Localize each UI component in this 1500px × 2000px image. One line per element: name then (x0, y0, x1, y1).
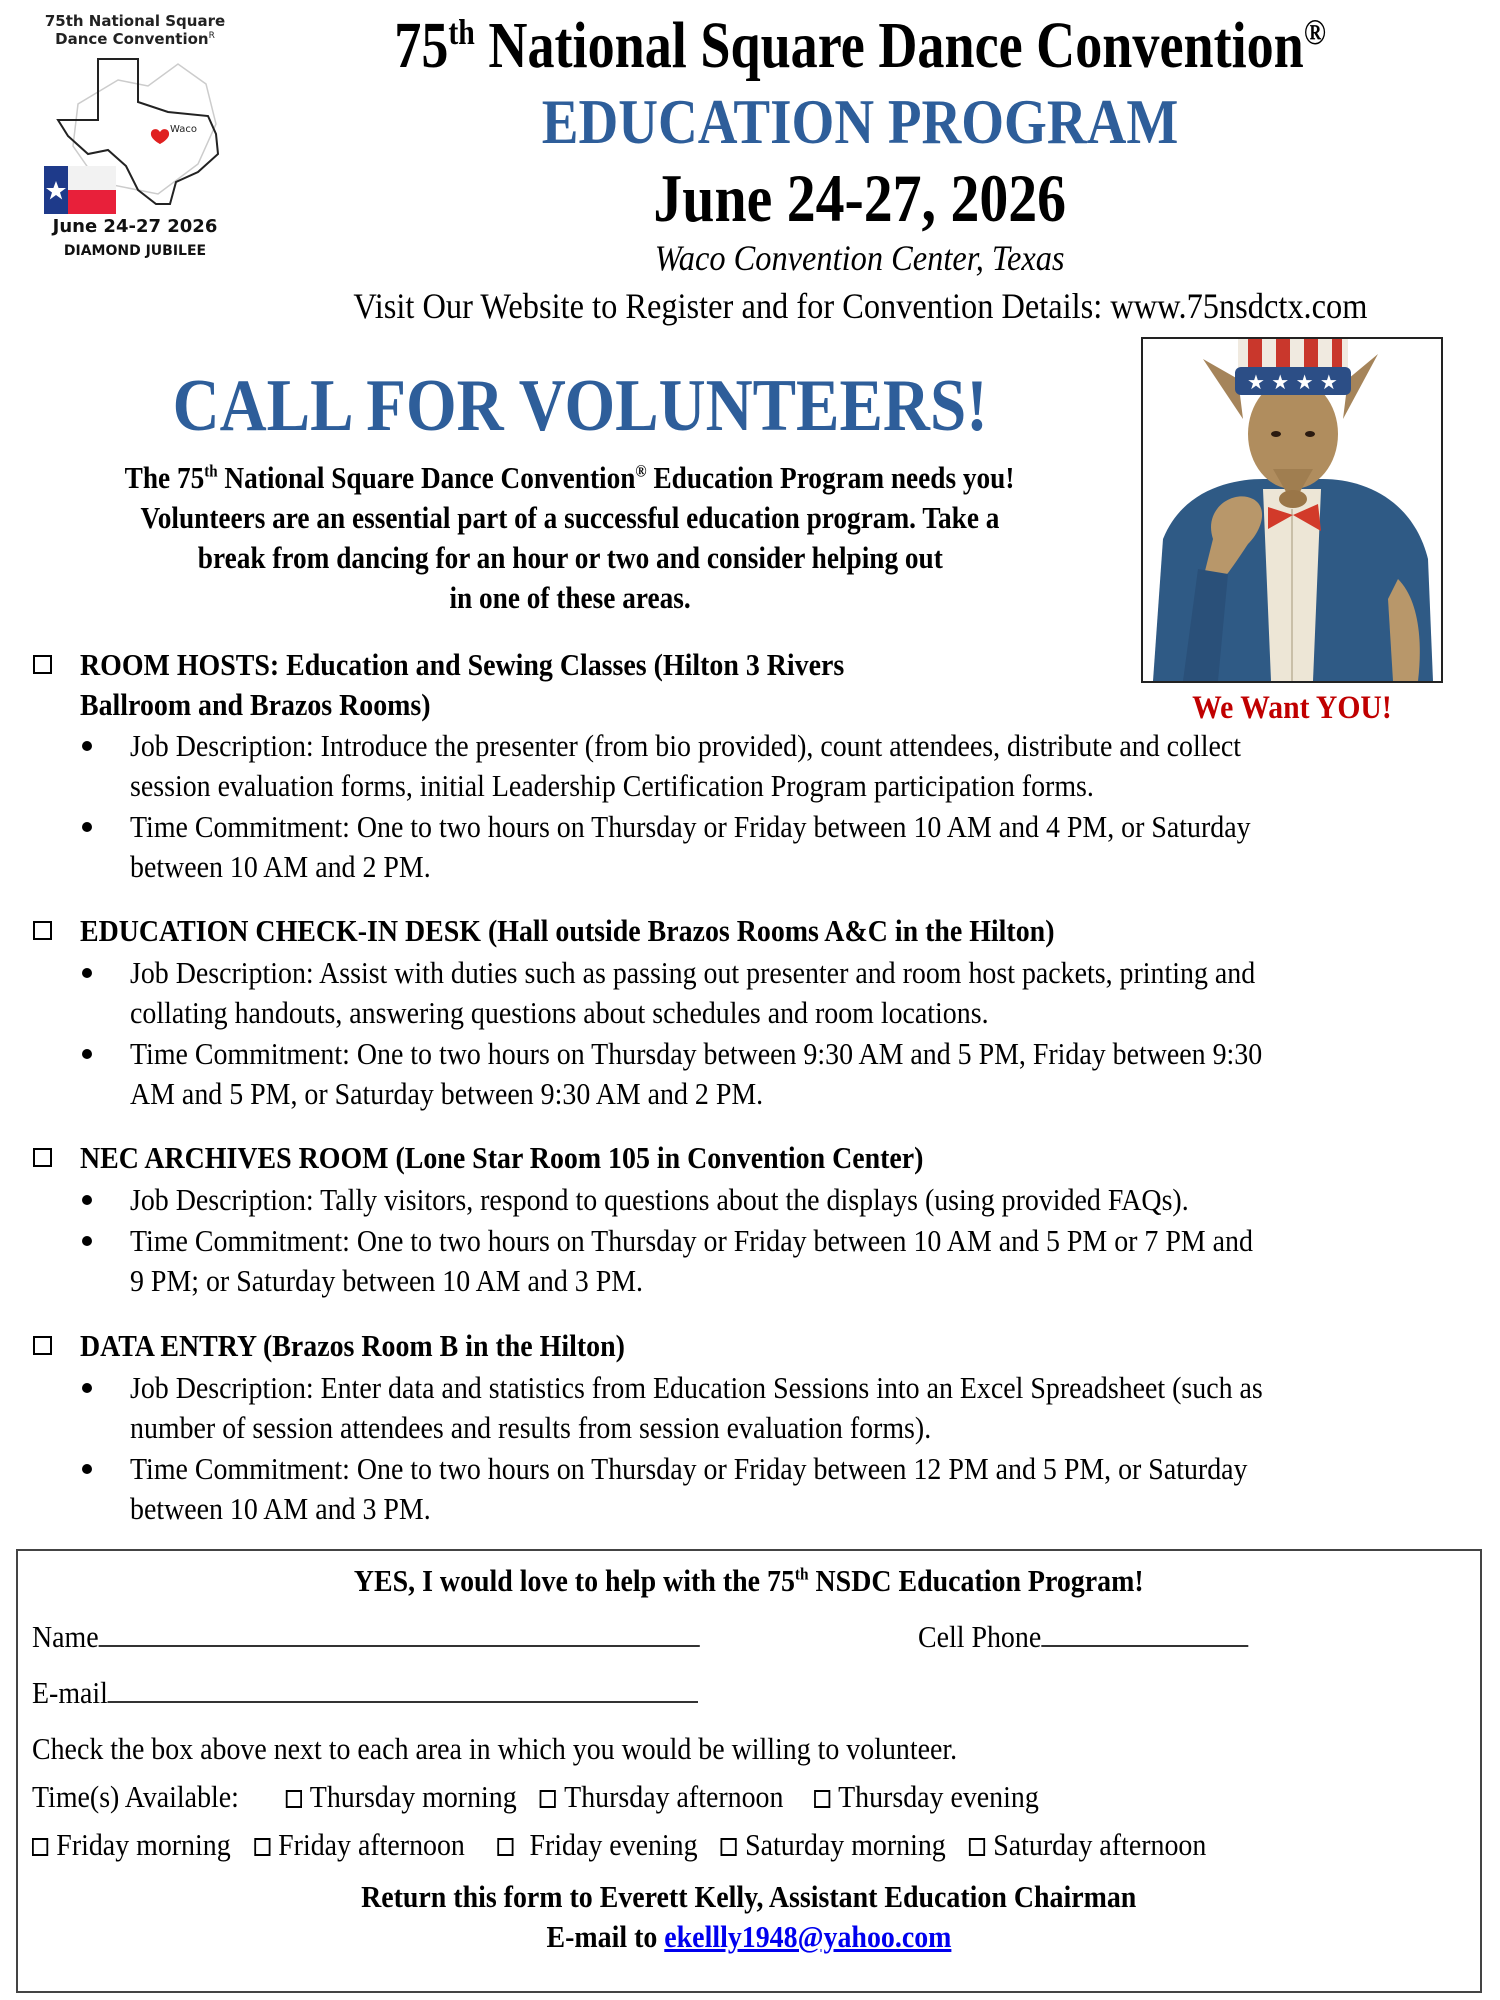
option-thursday-evening[interactable]: Thursday evening (814, 1777, 1039, 1817)
return-instruction: Return this form to Everett Kelly, Assistant Education Chairman (361, 1879, 1137, 1914)
section-heading: ROOM HOSTS: Education and Sewing Classes (Hilton 3 Rivers (80, 647, 845, 682)
time-commitment: Time Commitment: One to two hours on Thursday or Friday between 10 AM and 4 PM, or Saturday (130, 809, 1251, 844)
contact-email-link[interactable]: ekellly1948@yahoo.com (664, 1919, 952, 1954)
checkbox[interactable] (721, 1838, 737, 1856)
checkbox[interactable] (32, 1838, 48, 1856)
logo-line1: 75th National Square (44, 12, 226, 30)
time-commitment: Time Commitment: One to two hours on Thursday or Friday between 10 AM and 5 PM or 7 PM and (130, 1223, 1253, 1258)
section-heading: DATA ENTRY (Brazos Room B in the Hilton) (80, 1328, 625, 1363)
job-description-cont: number of session attendees and results from session evaluation forms). (130, 1410, 932, 1445)
job-description: Job Description: Introduce the presenter (from bio provided), count attendees, distribute and collect (130, 728, 1242, 763)
logo-line2: Dance Convention (55, 30, 209, 48)
venue: Waco Convention Center, Texas (655, 238, 1065, 278)
name-input[interactable] (99, 1617, 700, 1647)
option-saturday-afternoon[interactable]: Saturday afternoon (969, 1825, 1206, 1865)
job-description: Job Description: Tally visitors, respond to questions about the displays (using provided FAQs). (130, 1182, 1189, 1217)
option-friday-morning[interactable]: Friday morning (32, 1825, 231, 1865)
email-field: E-mail (32, 1673, 772, 1713)
cell-phone-field: Cell Phone (918, 1617, 1285, 1657)
option-thursday-morning[interactable]: Thursday morning (285, 1777, 516, 1817)
time-commitment-cont: 9 PM; or Saturday between 10 AM and 3 PM. (130, 1263, 644, 1298)
email-input[interactable] (108, 1673, 698, 1703)
check-instruction: Check the box above next to each area in which you would be willing to volunteer. (32, 1731, 958, 1766)
bullet-icon (82, 1464, 92, 1474)
heart-icon (151, 129, 169, 144)
bullet-icon (82, 741, 92, 751)
time-commitment-cont: between 10 AM and 3 PM. (130, 1491, 431, 1526)
checkbox[interactable] (497, 1838, 513, 1856)
bullet-icon (82, 1195, 92, 1205)
we-want-you-caption: We Want YOU! (1192, 690, 1392, 726)
registered-mark: ® (1303, 12, 1326, 52)
times-row-2 (32, 1825, 1355, 1865)
convention-logo (20, 8, 250, 263)
bullet-icon (82, 822, 92, 832)
option-saturday-morning[interactable]: Saturday morning (721, 1825, 946, 1865)
time-commitment: Time Commitment: One to two hours on Thursday or Friday between 12 PM and 5 PM, or Saturday (130, 1451, 1248, 1486)
time-commitment: Time Commitment: One to two hours on Thursday between 9:30 AM and 5 PM, Friday between 9:30 (130, 1036, 1263, 1071)
section-heading: EDUCATION CHECK-IN DESK (Hall outside Brazos Rooms A&C in the Hilton) (80, 913, 1055, 948)
main-title: 75th National Square Dance Convention® (394, 9, 1326, 82)
checkbox[interactable] (540, 1790, 556, 1808)
job-description: Job Description: Enter data and statistics from Education Sessions into an Excel Spreadsheet (such as (130, 1370, 1263, 1405)
bullet-icon (82, 968, 92, 978)
logo-dates: June 24-27 2026 (52, 216, 218, 237)
bullet-icon (82, 1383, 92, 1393)
job-description-cont: session evaluation forms, initial Leadership Certification Program participation forms. (130, 768, 1094, 803)
bullet-icon (82, 1049, 92, 1059)
armadillo-illustration-icon (1143, 339, 1441, 681)
cell-phone-input[interactable] (1041, 1617, 1248, 1647)
checkbox[interactable] (969, 1838, 985, 1856)
svg-text:Waco: Waco (170, 124, 197, 135)
uncle-sam-armadillo-image (1141, 337, 1443, 683)
checkbox[interactable] (285, 1790, 301, 1808)
program-subtitle: EDUCATION PROGRAM (541, 86, 1179, 157)
option-thursday-afternoon[interactable]: Thursday afternoon (540, 1777, 784, 1817)
times-row-1 (32, 1777, 1169, 1817)
data-entry-checkbox[interactable] (33, 1336, 52, 1355)
logo-jubilee: DIAMOND JUBILEE (63, 243, 207, 259)
logo-reg: R (208, 31, 215, 41)
intro-paragraph: The 75th National Square Dance Convention® Education Program needs you! Volunteers are an essential part of a successful education program. Take a break from dancing for an hour or two and consider helping out in one of these areas. (125, 460, 1015, 615)
job-description-cont: collating handouts, answering questions about schedules and room locations. (130, 995, 989, 1030)
call-heading: CALL FOR VOLUNTEERS! (172, 365, 988, 447)
website-line: Visit Our Website to Register and for Convention Details: www.75nsdctx.com (352, 286, 1368, 326)
name-field: Name (32, 1617, 774, 1657)
checkbox[interactable] (254, 1838, 270, 1856)
bullet-icon (82, 1236, 92, 1246)
form-title: YES, I would love to help with the 75th NSDC Education Program! (354, 1563, 1144, 1598)
texas-flag-icon (44, 166, 116, 214)
option-friday-afternoon[interactable]: Friday afternoon (254, 1825, 465, 1865)
room-hosts-checkbox[interactable] (33, 655, 52, 674)
volunteer-signup-form (16, 1549, 1482, 1993)
time-commitment-cont: between 10 AM and 2 PM. (130, 849, 431, 884)
email-to-line: E-mail to ekellly1948@yahoo.com (546, 1919, 952, 1954)
section-heading: NEC ARCHIVES ROOM (Lone Star Room 105 in Convention Center) (80, 1140, 924, 1175)
job-description: Job Description: Assist with duties such as passing out presenter and room host packets, printing and (130, 955, 1256, 990)
nec-archives-checkbox[interactable] (33, 1148, 52, 1167)
checkbox[interactable] (814, 1790, 830, 1808)
check-in-desk-checkbox[interactable] (33, 921, 52, 940)
svg-text:★ ★ ★ ★: ★ ★ ★ ★ (1247, 370, 1338, 394)
section-heading-cont: Ballroom and Brazos Rooms) (80, 687, 431, 722)
option-friday-evening[interactable]: Friday evening (497, 1825, 698, 1865)
event-dates: June 24-27, 2026 (653, 160, 1067, 236)
times-label: Time(s) Available: (32, 1779, 239, 1814)
time-commitment-cont: AM and 5 PM, or Saturday between 9:30 AM and 2 PM. (130, 1076, 764, 1111)
